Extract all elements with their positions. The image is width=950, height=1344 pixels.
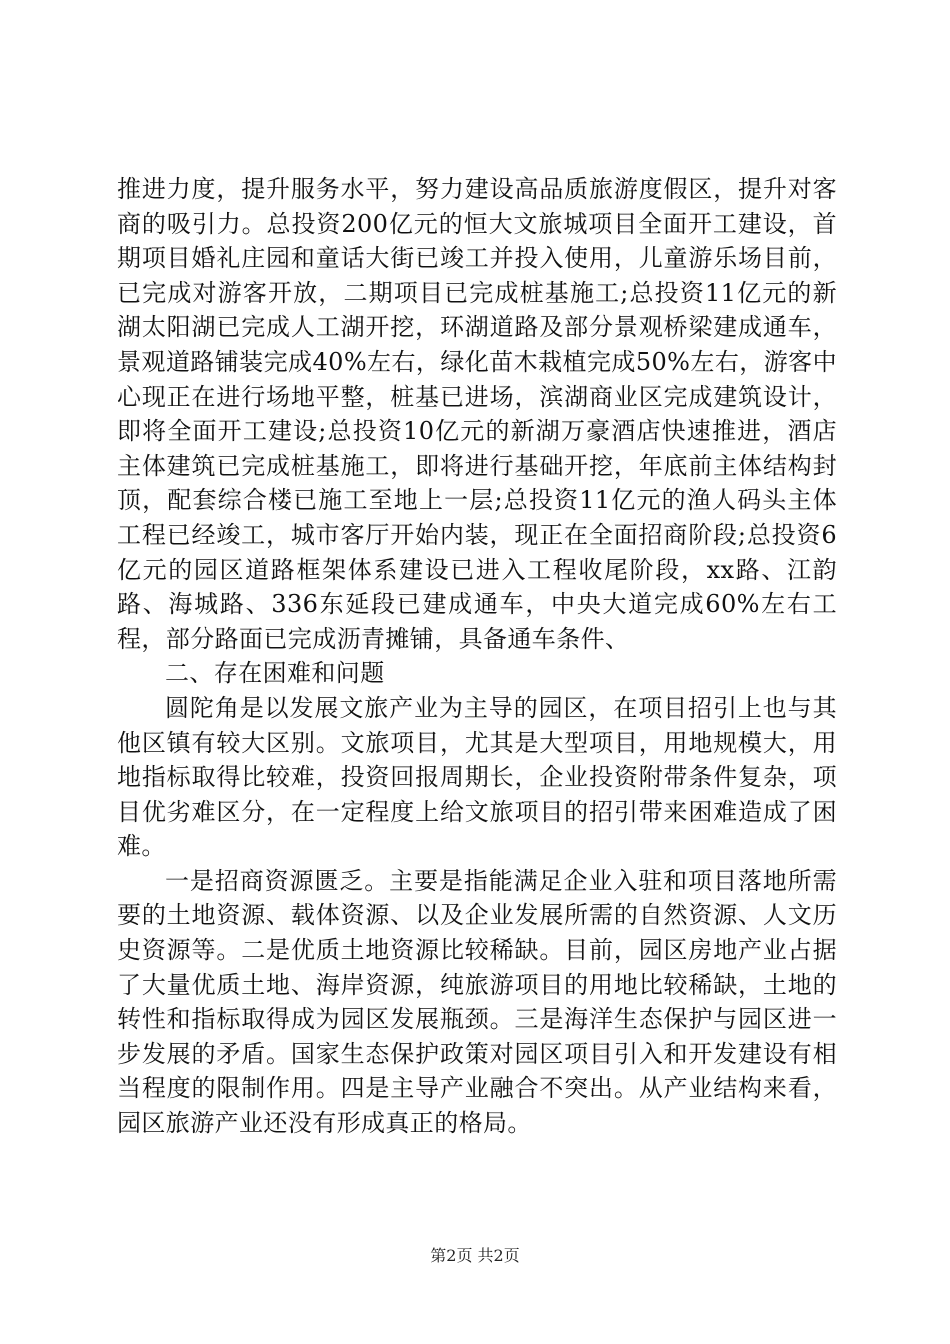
paragraph-difficulty-details: 一是招商资源匮乏。主要是指能满足企业入驻和项目落地所需要的土地资源、载体资源、以及企业发展所需的自然资源、人文历史资源等。二是优质土地资源比较稀缺。目前，园区房地产业占据了大量优质土地、海岸资源，纯旅游项目的用地比较稀缺，土地的转性和指标取得成为园区发展瓶颈。三是海洋生态保护与园区进一步发展的矛盾。国家生态保护政策对园区项目引入和开发建设有相当程度的限制作用。四是主导产业融合不突出。从产业结构来看，园区旅游产业还没有形成真正的格局。 — [117, 866, 837, 1138]
paragraph-overview-difficulties: 圆陀角是以发展文旅产业为主导的园区，在项目招引上也与其他区镇有较大区别。文旅项目，尤其是大型项目，用地规模大，用地指标取得比较难，投资回报周期长，企业投资附带条件复杂，项目优劣难区分，在一定程度上给文旅项目的招引带来困难造成了困难。 — [117, 693, 837, 861]
document-body — [117, 172, 837, 1141]
page-number-label: 第2页 共2页 — [430, 1246, 520, 1265]
section-heading-difficulties: 二、存在困难和问题 — [165, 659, 385, 688]
paragraph-project-progress: 推进力度，提升服务水平，努力建设高品质旅游度假区，提升对客商的吸引力。总投资200亿元的恒大文旅城项目全面开工建设，首期项目婚礼庄园和童话大街已竣工并投入使用，儿童游乐场目前，已完成对游客开放，二期项目已完成桩基施工;总投资11亿元的新湖太阳湖已完成人工湖开挖，环湖道路及部分景观桥梁建成通车，景观道路铺装完成40%左右，绿化苗木栽植完成50%左右，游客中心现正在进行场地平整，桩基已进场，滨湖商业区完成建筑设计，即将全面开工建设;总投资10亿元的新湖万豪酒店快速推进，酒店主体建筑已完成桩基施工，即将进行基础开挖，年底前主体结构封顶，配套综合楼已施工至地上一层;总投资11亿元的渔人码头主体工程已经竣工，城市客厅开始内装，现正在全面招商阶段;总投资6亿元的园区道路框架体系建设已进入工程收尾阶段，xx路、江韵路、海城路、336东延段已建成通车，中央大道完成60%左右工程，部分路面已完成沥青摊铺，具备通车条件、 — [117, 175, 837, 653]
page-footer — [0, 1246, 950, 1266]
